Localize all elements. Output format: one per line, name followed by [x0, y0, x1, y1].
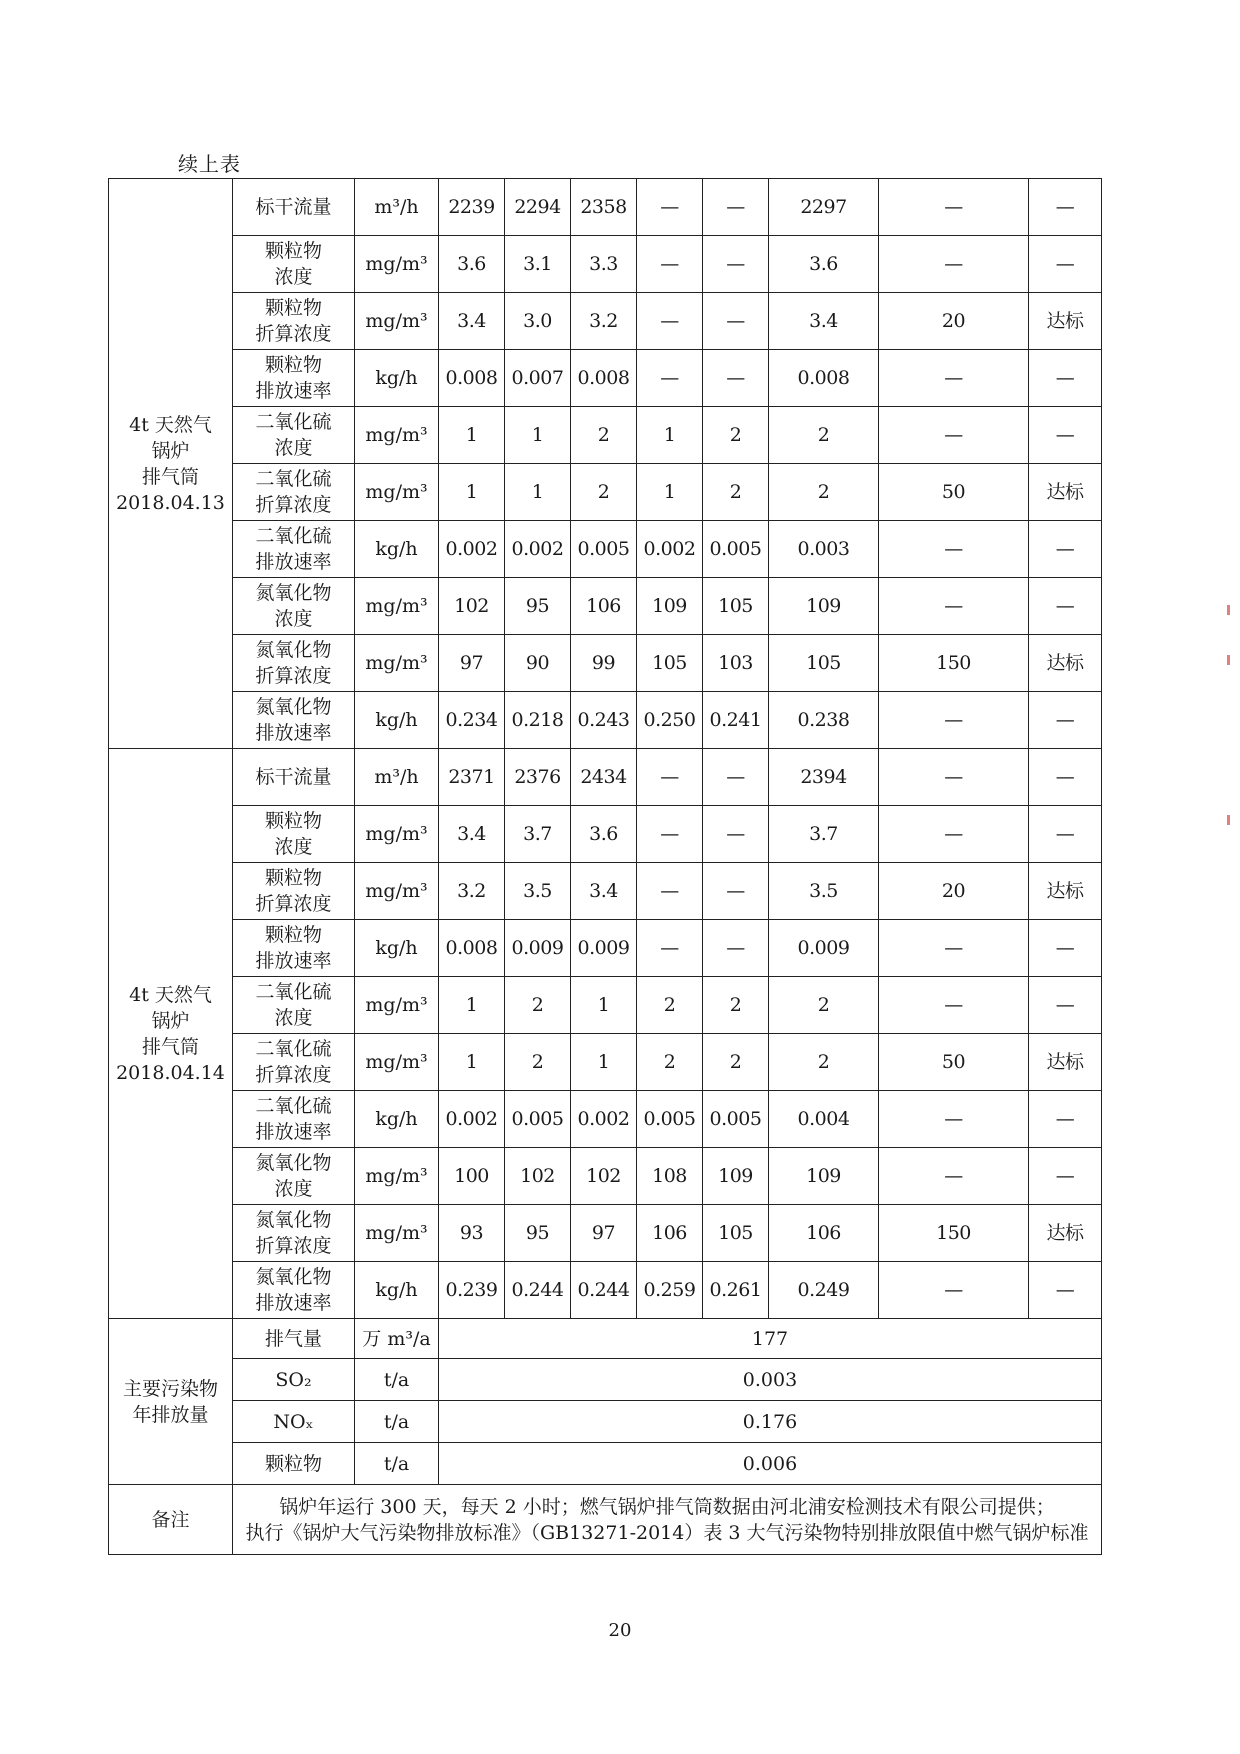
- standard-limit: —: [879, 1091, 1029, 1148]
- table-row: [109, 1205, 1102, 1262]
- standard-limit: —: [879, 521, 1029, 578]
- table-row: [109, 578, 1102, 635]
- text-line: 锅炉: [151, 1009, 190, 1032]
- remark-label: 备注: [109, 1485, 233, 1555]
- table-row: [109, 635, 1102, 692]
- table-row: [109, 920, 1102, 977]
- measured-value: 0.008: [439, 350, 505, 407]
- annual-value: 0.003: [439, 1359, 1102, 1401]
- measured-value: 103: [703, 635, 769, 692]
- text-line: 浓度: [274, 266, 313, 288]
- table-row: [109, 692, 1102, 749]
- measured-value: 0.259: [637, 1262, 703, 1319]
- text-line: 年排放量: [132, 1403, 209, 1426]
- text-line: 浓度: [274, 1178, 313, 1200]
- text-line: 折算浓度: [255, 1064, 332, 1086]
- measured-value: 105: [703, 578, 769, 635]
- text-line: 颗粒物: [264, 924, 322, 946]
- table-row: [109, 236, 1102, 293]
- measured-value: 3.4: [439, 806, 505, 863]
- max-value: 0.008: [769, 350, 879, 407]
- text-line: 折算浓度: [255, 494, 332, 516]
- measured-value: 0.002: [439, 521, 505, 578]
- measured-value: 109: [703, 1148, 769, 1205]
- item-name: [233, 179, 355, 236]
- measured-value: 0.241: [703, 692, 769, 749]
- measured-value: 1: [439, 407, 505, 464]
- standard-limit: 150: [879, 1205, 1029, 1262]
- measured-value: —: [637, 179, 703, 236]
- measured-value: 2: [637, 1034, 703, 1091]
- measured-value: 0.244: [571, 1262, 637, 1319]
- text-line: 排放速率: [255, 722, 332, 744]
- unit: kg/h: [355, 350, 439, 407]
- measured-value: 0.244: [505, 1262, 571, 1319]
- max-value: 106: [769, 1205, 879, 1262]
- measured-value: 3.4: [439, 293, 505, 350]
- unit: mg/m³: [355, 977, 439, 1034]
- unit: 万 m³/a: [355, 1319, 439, 1359]
- measured-value: 2371: [439, 749, 505, 806]
- text-line: 标干流量: [255, 196, 332, 218]
- text-line: 颗粒物: [264, 810, 322, 832]
- measured-value: 1: [505, 407, 571, 464]
- measured-value: 0.005: [571, 521, 637, 578]
- measured-value: 102: [571, 1148, 637, 1205]
- measured-value: 0.261: [703, 1262, 769, 1319]
- measured-value: 0.009: [505, 920, 571, 977]
- measured-value: 102: [439, 578, 505, 635]
- measured-value: —: [703, 749, 769, 806]
- text-line: 二氧化硫: [255, 411, 332, 433]
- measured-value: 0.250: [637, 692, 703, 749]
- measured-value: 2: [703, 977, 769, 1034]
- unit: mg/m³: [355, 464, 439, 521]
- scan-mark: [1227, 815, 1230, 825]
- text-line: 4t 天然气: [129, 413, 212, 436]
- text-line: 二氧化硫: [255, 981, 332, 1003]
- compliance-result: 达标: [1029, 635, 1102, 692]
- measured-value: —: [703, 179, 769, 236]
- max-value: 3.7: [769, 806, 879, 863]
- text-line: 排放速率: [255, 950, 332, 972]
- text-line: 折算浓度: [255, 323, 332, 345]
- item-name: [233, 1148, 355, 1205]
- measured-value: 106: [571, 578, 637, 635]
- measured-value: —: [637, 236, 703, 293]
- measured-value: 3.6: [571, 806, 637, 863]
- measured-value: 1: [439, 977, 505, 1034]
- max-value: 3.6: [769, 236, 879, 293]
- measured-value: —: [637, 749, 703, 806]
- max-value: 0.004: [769, 1091, 879, 1148]
- measured-value: 3.5: [505, 863, 571, 920]
- item-name: [233, 1262, 355, 1319]
- standard-limit: 20: [879, 863, 1029, 920]
- compliance-result: —: [1029, 578, 1102, 635]
- measured-value: —: [703, 293, 769, 350]
- scan-mark: [1227, 655, 1230, 665]
- max-value: 2394: [769, 749, 879, 806]
- measured-value: 93: [439, 1205, 505, 1262]
- unit: kg/h: [355, 1091, 439, 1148]
- measured-value: 1: [505, 464, 571, 521]
- text-line: 浓度: [274, 608, 313, 630]
- compliance-result: —: [1029, 920, 1102, 977]
- measured-value: 1: [637, 464, 703, 521]
- item-name: [233, 464, 355, 521]
- compliance-result: 达标: [1029, 863, 1102, 920]
- text-line: 2018.04.13: [116, 491, 225, 514]
- annual-value: 0.176: [439, 1401, 1102, 1443]
- annual-value: 0.006: [439, 1443, 1102, 1485]
- max-value: 0.238: [769, 692, 879, 749]
- unit: mg/m³: [355, 293, 439, 350]
- text-line: 4t 天然气: [129, 983, 212, 1006]
- measured-value: 0.239: [439, 1262, 505, 1319]
- standard-limit: —: [879, 806, 1029, 863]
- text-line: 2018.04.14: [116, 1061, 225, 1084]
- measured-value: 97: [571, 1205, 637, 1262]
- item-name: [233, 293, 355, 350]
- unit: mg/m³: [355, 407, 439, 464]
- measured-value: 3.6: [439, 236, 505, 293]
- remark-row: [109, 1485, 1102, 1555]
- measured-value: 2: [505, 977, 571, 1034]
- measured-value: —: [703, 863, 769, 920]
- measured-value: 2: [571, 464, 637, 521]
- text-line: 氮氧化物: [255, 1209, 332, 1231]
- compliance-result: —: [1029, 236, 1102, 293]
- measured-value: 2: [637, 977, 703, 1034]
- unit: t/a: [355, 1359, 439, 1401]
- compliance-result: —: [1029, 350, 1102, 407]
- measured-value: 2: [703, 1034, 769, 1091]
- item-name: [233, 977, 355, 1034]
- standard-limit: 50: [879, 1034, 1029, 1091]
- measured-value: 2376: [505, 749, 571, 806]
- unit: mg/m³: [355, 806, 439, 863]
- text-line: 折算浓度: [255, 1235, 332, 1257]
- item-name: [233, 863, 355, 920]
- pollutant-name: SO₂: [233, 1359, 355, 1401]
- item-name: [233, 635, 355, 692]
- max-value: 3.5: [769, 863, 879, 920]
- measured-value: 100: [439, 1148, 505, 1205]
- compliance-result: —: [1029, 179, 1102, 236]
- measured-value: 0.234: [439, 692, 505, 749]
- unit: m³/h: [355, 179, 439, 236]
- measured-value: 0.005: [505, 1091, 571, 1148]
- unit: mg/m³: [355, 863, 439, 920]
- table-row: [109, 464, 1102, 521]
- item-name: [233, 236, 355, 293]
- unit: t/a: [355, 1443, 439, 1485]
- standard-limit: —: [879, 1262, 1029, 1319]
- measured-value: 2358: [571, 179, 637, 236]
- sampling-point: [109, 749, 233, 1319]
- standard-limit: —: [879, 350, 1029, 407]
- measured-value: 2434: [571, 749, 637, 806]
- measured-value: 95: [505, 578, 571, 635]
- unit: mg/m³: [355, 1034, 439, 1091]
- measured-value: 106: [637, 1205, 703, 1262]
- measured-value: —: [703, 806, 769, 863]
- compliance-result: —: [1029, 407, 1102, 464]
- text-line: 二氧化硫: [255, 468, 332, 490]
- measured-value: 95: [505, 1205, 571, 1262]
- unit: kg/h: [355, 920, 439, 977]
- unit: kg/h: [355, 1262, 439, 1319]
- standard-limit: 20: [879, 293, 1029, 350]
- text-line: 折算浓度: [255, 893, 332, 915]
- unit: mg/m³: [355, 578, 439, 635]
- table-row: [109, 1401, 1102, 1443]
- standard-limit: —: [879, 578, 1029, 635]
- text-line: 主要污染物: [122, 1377, 218, 1400]
- measured-value: 2: [703, 407, 769, 464]
- standard-limit: 50: [879, 464, 1029, 521]
- max-value: 2: [769, 977, 879, 1034]
- text-line: 锅炉年运行 300 天，每天 2 小时；燃气锅炉排气筒数据由河北浦安检测技术有限公司提供；: [279, 1495, 1055, 1518]
- annual-value: 177: [439, 1319, 1102, 1359]
- text-line: 排放速率: [255, 380, 332, 402]
- item-name: [233, 521, 355, 578]
- text-line: 氮氧化物: [255, 1266, 332, 1288]
- compliance-result: —: [1029, 806, 1102, 863]
- measured-value: —: [637, 863, 703, 920]
- compliance-result: —: [1029, 977, 1102, 1034]
- measured-value: 1: [439, 1034, 505, 1091]
- text-line: 氮氧化物: [255, 1152, 332, 1174]
- table-row: [109, 1319, 1102, 1359]
- measured-value: 109: [637, 578, 703, 635]
- standard-limit: —: [879, 407, 1029, 464]
- pollutant-name: NOₓ: [233, 1401, 355, 1443]
- standard-limit: —: [879, 1148, 1029, 1205]
- measured-value: 0.008: [571, 350, 637, 407]
- pollutant-name: 排气量: [233, 1319, 355, 1359]
- max-value: 2: [769, 1034, 879, 1091]
- compliance-result: 达标: [1029, 1205, 1102, 1262]
- text-line: 浓度: [274, 836, 313, 858]
- measured-value: 1: [637, 407, 703, 464]
- table-row: [109, 977, 1102, 1034]
- measured-value: —: [637, 806, 703, 863]
- compliance-result: —: [1029, 1262, 1102, 1319]
- text-line: 排放速率: [255, 1121, 332, 1143]
- measured-value: 102: [505, 1148, 571, 1205]
- standard-limit: 150: [879, 635, 1029, 692]
- text-line: 锅炉: [151, 439, 190, 462]
- item-name: [233, 578, 355, 635]
- item-name: [233, 692, 355, 749]
- measured-value: 2: [505, 1034, 571, 1091]
- measured-value: 0.009: [571, 920, 637, 977]
- measured-value: 90: [505, 635, 571, 692]
- measured-value: 0.007: [505, 350, 571, 407]
- compliance-result: 达标: [1029, 1034, 1102, 1091]
- max-value: 109: [769, 578, 879, 635]
- text-line: 氮氧化物: [255, 639, 332, 661]
- measured-value: 3.2: [571, 293, 637, 350]
- text-line: 二氧化硫: [255, 1038, 332, 1060]
- page-number: 20: [608, 1620, 632, 1641]
- measured-value: 105: [703, 1205, 769, 1262]
- measured-value: 3.0: [505, 293, 571, 350]
- measured-value: 3.2: [439, 863, 505, 920]
- measured-value: 2294: [505, 179, 571, 236]
- measured-value: 2: [571, 407, 637, 464]
- table-row: [109, 179, 1102, 236]
- measured-value: 1: [571, 1034, 637, 1091]
- standard-limit: —: [879, 920, 1029, 977]
- max-value: 0.249: [769, 1262, 879, 1319]
- item-name: [233, 350, 355, 407]
- table-row: [109, 806, 1102, 863]
- item-name: [233, 749, 355, 806]
- measured-value: 3.4: [571, 863, 637, 920]
- table-row: [109, 1091, 1102, 1148]
- item-name: [233, 1034, 355, 1091]
- measured-value: —: [703, 920, 769, 977]
- annual-emission-label: [109, 1319, 233, 1485]
- measured-value: —: [703, 236, 769, 293]
- unit: mg/m³: [355, 1148, 439, 1205]
- compliance-result: —: [1029, 521, 1102, 578]
- measured-value: 1: [439, 464, 505, 521]
- measured-value: 0.005: [703, 1091, 769, 1148]
- compliance-result: —: [1029, 1091, 1102, 1148]
- unit: mg/m³: [355, 1205, 439, 1262]
- text-line: 排放速率: [255, 551, 332, 573]
- text-line: 颗粒物: [264, 354, 322, 376]
- text-line: 浓度: [274, 437, 313, 459]
- text-line: 二氧化硫: [255, 1095, 332, 1117]
- measured-value: —: [637, 293, 703, 350]
- item-name: [233, 1205, 355, 1262]
- compliance-result: —: [1029, 692, 1102, 749]
- text-line: 执行《锅炉大气污染物排放标准》（GB13271-2014）表 3 大气污染物特别排放限值中燃气锅炉标准: [245, 1521, 1089, 1544]
- table-row: [109, 749, 1102, 806]
- standard-limit: —: [879, 977, 1029, 1034]
- standard-limit: —: [879, 749, 1029, 806]
- max-value: 2: [769, 464, 879, 521]
- table-row: [109, 1034, 1102, 1091]
- unit: mg/m³: [355, 236, 439, 293]
- table-row: [109, 293, 1102, 350]
- measured-value: 108: [637, 1148, 703, 1205]
- table-body: [109, 179, 1102, 1555]
- compliance-result: —: [1029, 749, 1102, 806]
- measured-value: 105: [637, 635, 703, 692]
- scan-mark: [1227, 605, 1230, 615]
- measured-value: 0.005: [703, 521, 769, 578]
- measured-value: —: [637, 350, 703, 407]
- standard-limit: —: [879, 179, 1029, 236]
- max-value: 0.003: [769, 521, 879, 578]
- text-line: 颗粒物: [264, 867, 322, 889]
- measured-value: 2239: [439, 179, 505, 236]
- measured-value: 2: [703, 464, 769, 521]
- compliance-result: 达标: [1029, 293, 1102, 350]
- measured-value: 0.218: [505, 692, 571, 749]
- table-row: [109, 1443, 1102, 1485]
- text-line: 颗粒物: [264, 297, 322, 319]
- measured-value: 0.005: [637, 1091, 703, 1148]
- measured-value: 0.008: [439, 920, 505, 977]
- table-row: [109, 521, 1102, 578]
- text-line: 氮氧化物: [255, 696, 332, 718]
- unit: t/a: [355, 1401, 439, 1443]
- measured-value: 3.7: [505, 806, 571, 863]
- standard-limit: —: [879, 692, 1029, 749]
- table-caption: 续上表: [178, 152, 241, 176]
- text-line: 标干流量: [255, 766, 332, 788]
- max-value: 105: [769, 635, 879, 692]
- measured-value: 99: [571, 635, 637, 692]
- text-line: 颗粒物: [264, 240, 322, 262]
- unit: kg/h: [355, 692, 439, 749]
- measured-value: 0.002: [505, 521, 571, 578]
- item-name: [233, 407, 355, 464]
- measured-value: 0.243: [571, 692, 637, 749]
- sampling-point: [109, 179, 233, 749]
- measured-value: —: [637, 920, 703, 977]
- emission-table: [108, 178, 1102, 1555]
- item-name: [233, 806, 355, 863]
- text-line: 排放速率: [255, 1292, 332, 1314]
- table-row: [109, 1262, 1102, 1319]
- table-row: [109, 863, 1102, 920]
- text-line: 排气筒: [141, 465, 199, 488]
- table-row: [109, 350, 1102, 407]
- pollutant-name: 颗粒物: [233, 1443, 355, 1485]
- measured-value: 0.002: [571, 1091, 637, 1148]
- table-row: [109, 407, 1102, 464]
- remark-text: [233, 1485, 1102, 1555]
- max-value: 109: [769, 1148, 879, 1205]
- unit: mg/m³: [355, 635, 439, 692]
- unit: kg/h: [355, 521, 439, 578]
- text-line: 排气筒: [141, 1035, 199, 1058]
- measured-value: 0.002: [439, 1091, 505, 1148]
- max-value: 2: [769, 407, 879, 464]
- measured-value: 0.002: [637, 521, 703, 578]
- text-line: 氮氧化物: [255, 582, 332, 604]
- text-line: 折算浓度: [255, 665, 332, 687]
- measured-value: 1: [571, 977, 637, 1034]
- table-row: [109, 1148, 1102, 1205]
- measured-value: 3.3: [571, 236, 637, 293]
- item-name: [233, 1091, 355, 1148]
- compliance-result: 达标: [1029, 464, 1102, 521]
- item-name: [233, 920, 355, 977]
- max-value: 0.009: [769, 920, 879, 977]
- compliance-result: —: [1029, 1148, 1102, 1205]
- measured-value: —: [703, 350, 769, 407]
- unit: m³/h: [355, 749, 439, 806]
- measured-value: 97: [439, 635, 505, 692]
- standard-limit: —: [879, 236, 1029, 293]
- table-row: [109, 1359, 1102, 1401]
- max-value: 3.4: [769, 293, 879, 350]
- measured-value: 3.1: [505, 236, 571, 293]
- max-value: 2297: [769, 179, 879, 236]
- text-line: 浓度: [274, 1007, 313, 1029]
- text-line: 二氧化硫: [255, 525, 332, 547]
